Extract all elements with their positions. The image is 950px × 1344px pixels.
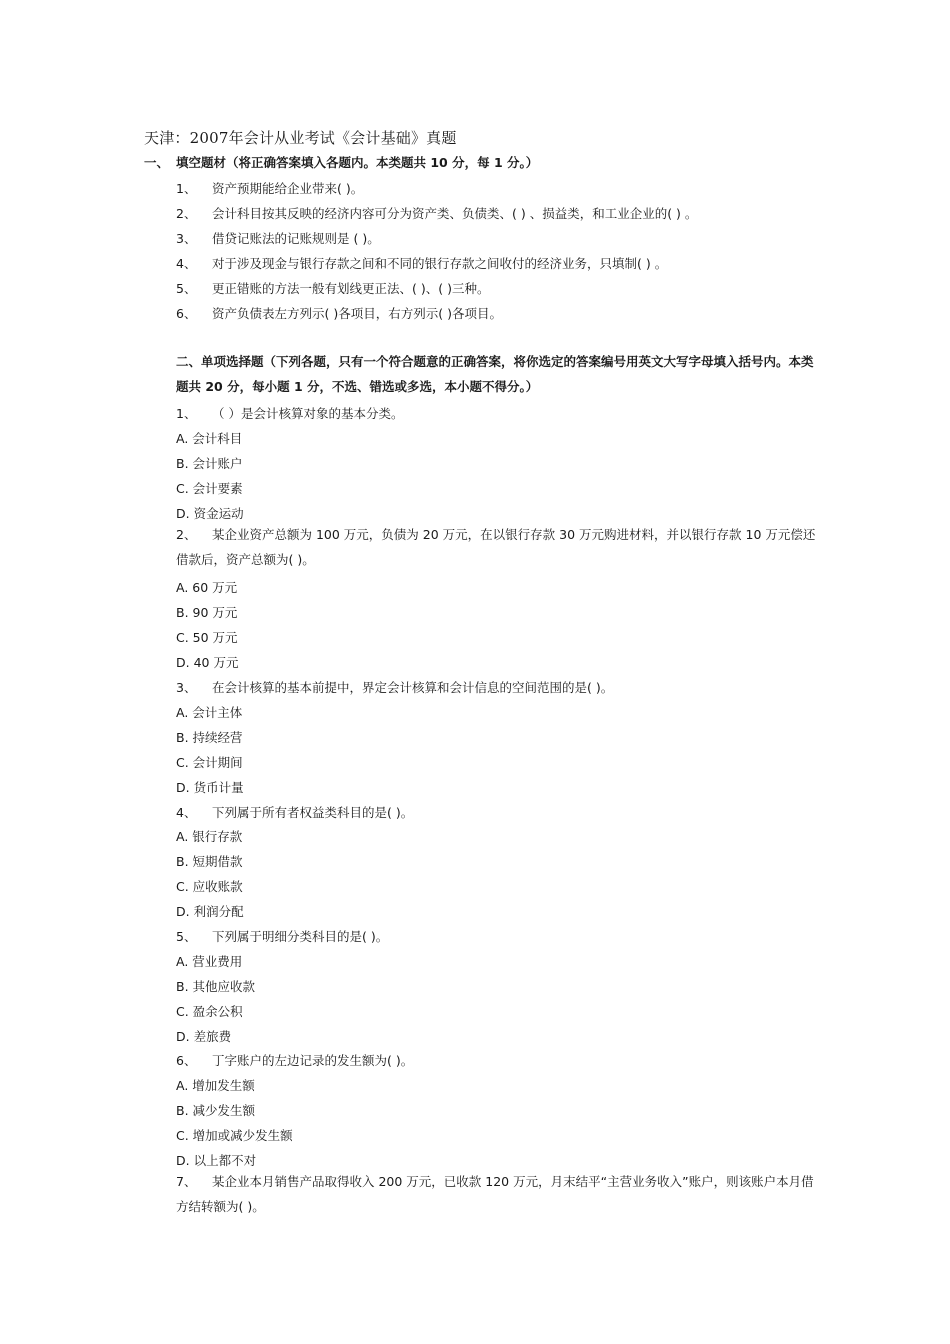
- option: D. 差旅费: [176, 1029, 232, 1044]
- item-text: 资产预期能给企业带来( )。: [212, 181, 364, 196]
- question-4: [176, 803, 413, 821]
- fill-item-1: [176, 179, 363, 197]
- question-text: 在会计核算的基本前提中，界定会计核算和会计信息的空间范围的是( )。: [212, 680, 614, 695]
- question-text: 某企业资产总额为 100 万元，负债为 20 万元，在以银行存款 30 万元购进材料，并以银行存款 10 万元偿还借款后，资产总额为( )。: [176, 527, 816, 567]
- item-text: 借贷记账法的记账规则是 ( )。: [212, 231, 380, 246]
- option: B. 持续经营: [176, 730, 243, 745]
- section1-number: 一、: [144, 155, 170, 170]
- option: C. 50 万元: [176, 630, 238, 645]
- option: A. 会计主体: [176, 705, 243, 720]
- page-title: 天津：2007年会计从业考试《会计基础》真题: [144, 129, 457, 147]
- section2-heading: 二、单项选择题（下列各题，只有一个符合题意的正确答案，将你选定的答案编号用英文大写字母填入括号内。本类题共 20 分，每小题 1 分，不选、错选或多选，本小题不得分。）: [176, 354, 814, 394]
- item-text: 资产负债表左方列示( )各项目，右方列示( )各项目。: [212, 306, 502, 321]
- option: B. 减少发生额: [176, 1103, 256, 1118]
- item-number: 6、: [176, 306, 197, 321]
- item-number: 5、: [176, 281, 197, 296]
- question-text: 下列属于明细分类科目的是( )。: [212, 929, 389, 944]
- item-number: 2、: [176, 206, 197, 221]
- section1-heading-text: 填空题材（将正确答案填入各题内。本类题共 10 分，每 1 分。）: [176, 155, 539, 170]
- option: A. 会计科目: [176, 431, 243, 446]
- option: D. 40 万元: [176, 655, 239, 670]
- option: C. 增加或减少发生额: [176, 1128, 293, 1143]
- fill-item-6: [176, 304, 502, 322]
- option: D. 资金运动: [176, 506, 244, 521]
- question-5: [176, 927, 388, 945]
- fill-item-5: [176, 279, 489, 297]
- option: A. 银行存款: [176, 829, 243, 844]
- question-number: 5、: [176, 929, 197, 944]
- question-number: 1、: [176, 406, 197, 421]
- item-text: 对于涉及现金与银行存款之间和不同的银行存款之间收付的经济业务，只填制( ) 。: [212, 256, 668, 271]
- section1-heading: [144, 153, 538, 171]
- option: A. 60 万元: [176, 580, 238, 595]
- question-number: 3、: [176, 680, 197, 695]
- option: D. 利润分配: [176, 904, 244, 919]
- question-3: [176, 678, 613, 696]
- option: D. 以上都不对: [176, 1153, 257, 1168]
- fill-item-4: [176, 254, 667, 272]
- question-number: 2、: [176, 527, 197, 542]
- question-2: [176, 522, 816, 572]
- question-1: [176, 404, 403, 422]
- question-7: [176, 1169, 816, 1219]
- fill-item-2: [176, 204, 697, 222]
- option: C. 会计要素: [176, 481, 243, 496]
- fill-item-3: [176, 229, 380, 247]
- question-text: 某企业本月销售产品取得收入 200 万元，已收款 120 万元，月末结平“主营业务收入”账户，则该账户本月借方结转额为( )。: [176, 1174, 814, 1214]
- option: A. 营业费用: [176, 954, 243, 969]
- question-number: 4、: [176, 805, 197, 820]
- question-number: 7、: [176, 1174, 197, 1189]
- option: C. 应收账款: [176, 879, 243, 894]
- question-text: 丁字账户的左边记录的发生额为( )。: [212, 1053, 414, 1068]
- option: D. 货币计量: [176, 780, 244, 795]
- item-number: 4、: [176, 256, 197, 271]
- item-text: 更正错账的方法一般有划线更正法、( )、( )三种。: [212, 281, 490, 296]
- option: A. 增加发生额: [176, 1078, 255, 1093]
- question-6: [176, 1051, 413, 1069]
- question-text: （ ）是会计核算对象的基本分类。: [212, 406, 404, 421]
- option: C. 会计期间: [176, 755, 243, 770]
- option: B. 会计账户: [176, 456, 243, 471]
- option: B. 其他应收款: [176, 979, 256, 994]
- option: B. 短期借款: [176, 854, 243, 869]
- option: C. 盈余公积: [176, 1004, 243, 1019]
- item-number: 1、: [176, 181, 197, 196]
- question-number: 6、: [176, 1053, 197, 1068]
- option: B. 90 万元: [176, 605, 238, 620]
- item-text: 会计科目按其反映的经济内容可分为资产类、负债类、( ) 、损益类，和工业企业的( ) 。: [212, 206, 698, 221]
- item-number: 3、: [176, 231, 197, 246]
- question-text: 下列属于所有者权益类科目的是( )。: [212, 805, 414, 820]
